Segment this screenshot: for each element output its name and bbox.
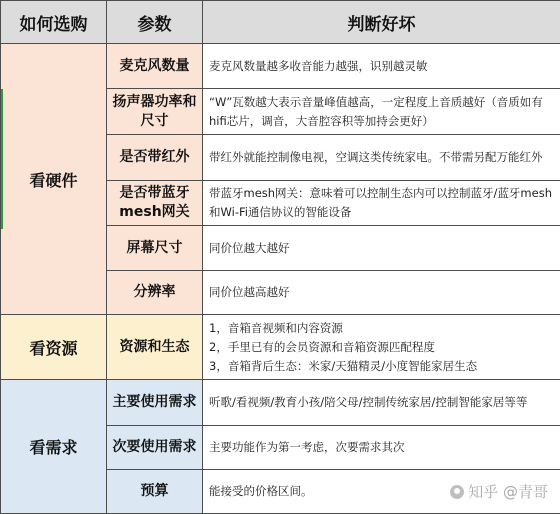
table-row bbox=[1, 380, 560, 426]
resources-line-1: 1，音箱音视频和内容资源 bbox=[209, 320, 343, 335]
param-screen-size: 屏幕尺寸 bbox=[107, 226, 203, 271]
zhihu-user-icon bbox=[450, 485, 464, 499]
table-row bbox=[1, 315, 560, 380]
watermark-text: 知乎 @青哥 bbox=[468, 483, 548, 501]
category-hardware bbox=[1, 44, 107, 315]
table-row bbox=[1, 44, 560, 89]
param-primary-needs: 主要使用需求 bbox=[107, 380, 203, 426]
header-row bbox=[1, 1, 560, 44]
header-judgement: 判断好坏 bbox=[203, 1, 560, 44]
param-secondary-needs: 次要使用需求 bbox=[107, 426, 203, 470]
judge-speaker: “W”瓦数越大表示音量峰值越高，一定程度上音质越好（音质如有hifi芯片，调音，大音腔容积等加持会更好） bbox=[203, 89, 560, 135]
category-needs: 看需求 bbox=[1, 380, 107, 514]
category-hardware-label: 看硬件 bbox=[29, 170, 78, 190]
resources-line-2: 2，手里已有的会员资源和音箱资源匹配程度 bbox=[209, 339, 435, 354]
resources-line-3: 3，音箱背后生态：米家/天猫精灵/小度智能家居生态 bbox=[209, 358, 478, 373]
param-infrared: 是否带红外 bbox=[107, 135, 203, 181]
param-resolution: 分辨率 bbox=[107, 271, 203, 315]
param-budget: 预算 bbox=[107, 470, 203, 514]
header-how-to-choose: 如何选购 bbox=[1, 1, 107, 44]
param-speaker: 扬声器功率和尺寸 bbox=[107, 89, 203, 135]
param-mic-count: 麦克风数量 bbox=[107, 44, 203, 89]
judge-secondary-needs: 主要功能作为第一考虑，次要需求其次 bbox=[203, 426, 560, 470]
judge-budget: 能接受的价格区间。 bbox=[203, 470, 560, 514]
category-resources: 看资源 bbox=[1, 315, 107, 380]
judge-resources-ecosystem bbox=[203, 315, 560, 380]
judge-mic-count: 麦克风数量越多收音能力越强，识别越灵敏 bbox=[203, 44, 560, 89]
param-resources-ecosystem: 资源和生态 bbox=[107, 315, 203, 380]
header-parameter: 参数 bbox=[107, 1, 203, 44]
judge-primary-needs: 听歌/看视频/教育小孩/陪父母/控制传统家居/控制智能家居等等 bbox=[203, 380, 560, 426]
judge-infrared: 带红外就能控制像电视，空调这类传统家电。不带需另配万能红外 bbox=[203, 135, 560, 181]
judge-resolution: 同价位越高越好 bbox=[203, 271, 560, 315]
judge-bluetooth-mesh: 带蓝牙mesh网关：意味着可以控制生态内可以控制蓝牙/蓝牙mesh和Wi-Fi通信协议的智能设备 bbox=[203, 181, 560, 226]
param-bluetooth-mesh: 是否带蓝牙mesh网关 bbox=[107, 181, 203, 226]
green-margin-marker bbox=[1, 89, 3, 229]
judge-screen-size: 同价位越大越好 bbox=[203, 226, 560, 271]
zhihu-watermark bbox=[450, 481, 548, 502]
